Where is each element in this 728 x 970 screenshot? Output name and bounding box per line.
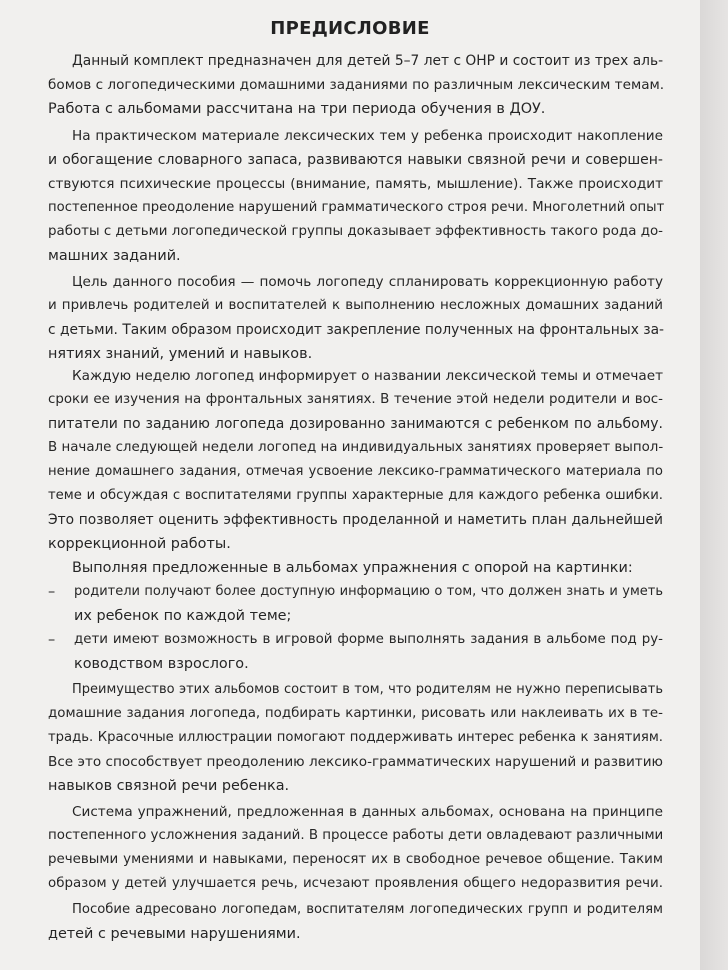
- page-title: ПРЕДИСЛОВИЕ: [270, 18, 430, 39]
- text-line: В начале следующей недели логопед на индивидуальных занятиях проверяет выпол-: [48, 440, 664, 455]
- text-line: питатели по заданию логопеда дозированно занимаются с ребенком по альбому.: [48, 416, 663, 432]
- list-item-line: родители получают более доступную информацию о том, что должен знать и уметь: [74, 584, 663, 599]
- text-line: Пособие адресовано логопедам, воспитателям логопедических групп и родителям: [72, 902, 663, 917]
- list-item-line: их ребенок по каждой теме;: [74, 608, 292, 624]
- text-line: ствуются психические процессы (внимание, память, мышление). Также происходит: [48, 176, 663, 192]
- text-line: сроки ее изучения на фронтальных занятиях. В течение этой недели родители и вос-: [48, 392, 663, 407]
- adjacent-page-edge: [700, 0, 728, 970]
- text-line: теме и обсуждая с воспитателями группы характерные для каждого ребенка ошибки.: [48, 488, 663, 503]
- list-item-line: дети имеют возможность в игровой форме выполнять задания в альбоме под ру-: [74, 632, 663, 647]
- text-line: речевыми умениями и навыками, переносят их в свободное речевое общение. Таким: [48, 852, 663, 867]
- text-line: и привлечь родителей и воспитателей к выполнению несложных домашних заданий: [48, 298, 663, 313]
- text-line: Цель данного пособия — помочь логопеду спланировать коррекционную работу: [72, 274, 663, 290]
- text-line: и обогащение словарного запаса, развиваются навыки связной речи и совершен-: [48, 152, 663, 168]
- text-line: с детьми. Таким образом происходит закрепление полученных на фронтальных за-: [48, 322, 665, 338]
- text-line: Каждую неделю логопед информирует о названии лексической темы и отмечает: [72, 368, 663, 384]
- text-line: нение домашнего задания, отмечая усвоение лексико-грамматического материала по: [48, 464, 663, 479]
- text-line: постепенное преодоление нарушений грамматического строя речи. Многолетний опыт: [48, 200, 665, 215]
- text-line: детей с речевыми нарушениями.: [48, 926, 301, 942]
- text-line: навыков связной речи ребенка.: [48, 778, 290, 794]
- text-line: традь. Красочные иллюстрации помогают поддерживать интерес ребенка к занятиям.: [48, 730, 663, 745]
- text-line: нятиях знаний, умений и навыков.: [48, 346, 313, 362]
- list-bullet: –: [48, 632, 56, 648]
- text-line: Все это способствует преодолению лексико-грамматических нарушений и развитию: [48, 754, 663, 770]
- list-bullet: –: [48, 584, 56, 600]
- text-line: домашние задания логопеда, подбирать картинки, рисовать или наклеивать их в те-: [48, 706, 663, 721]
- text-line: Это позволяет оценить эффективность проделанной и наметить план дальнейшей: [48, 512, 663, 528]
- text-line: Преимущество этих альбомов состоит в том, что родителям не нужно переписывать: [72, 682, 663, 697]
- text-line: На практическом материале лексических тем у ребенка происходит накопление: [72, 128, 663, 144]
- text-line: бомов с логопедическими домашними заданиями по различным лексическим темам.: [48, 77, 665, 93]
- text-line: Система упражнений, предложенная в данных альбомах, основана на принципе: [72, 804, 663, 820]
- text-line: коррекционной работы.: [48, 536, 231, 552]
- text-line: машних заданий.: [48, 248, 181, 264]
- text-line: работы с детьми логопедической группы доказывает эффективность такого рода до-: [48, 224, 663, 239]
- list-item-line: ководством взрослого.: [74, 656, 249, 672]
- text-line: Данный комплект предназначен для детей 5–7 лет с ОНР и состоит из трех аль-: [72, 53, 664, 69]
- text-line: Выполняя предложенные в альбомах упражнения с опорой на картинки:: [72, 560, 633, 576]
- text-line: Работа с альбомами рассчитана на три периода обучения в ДОУ.: [48, 101, 546, 117]
- text-line: постепенного усложнения заданий. В процессе работы дети овладевают различными: [48, 828, 664, 843]
- text-line: образом у детей улучшается речь, исчезают проявления общего недоразвития речи.: [48, 876, 663, 891]
